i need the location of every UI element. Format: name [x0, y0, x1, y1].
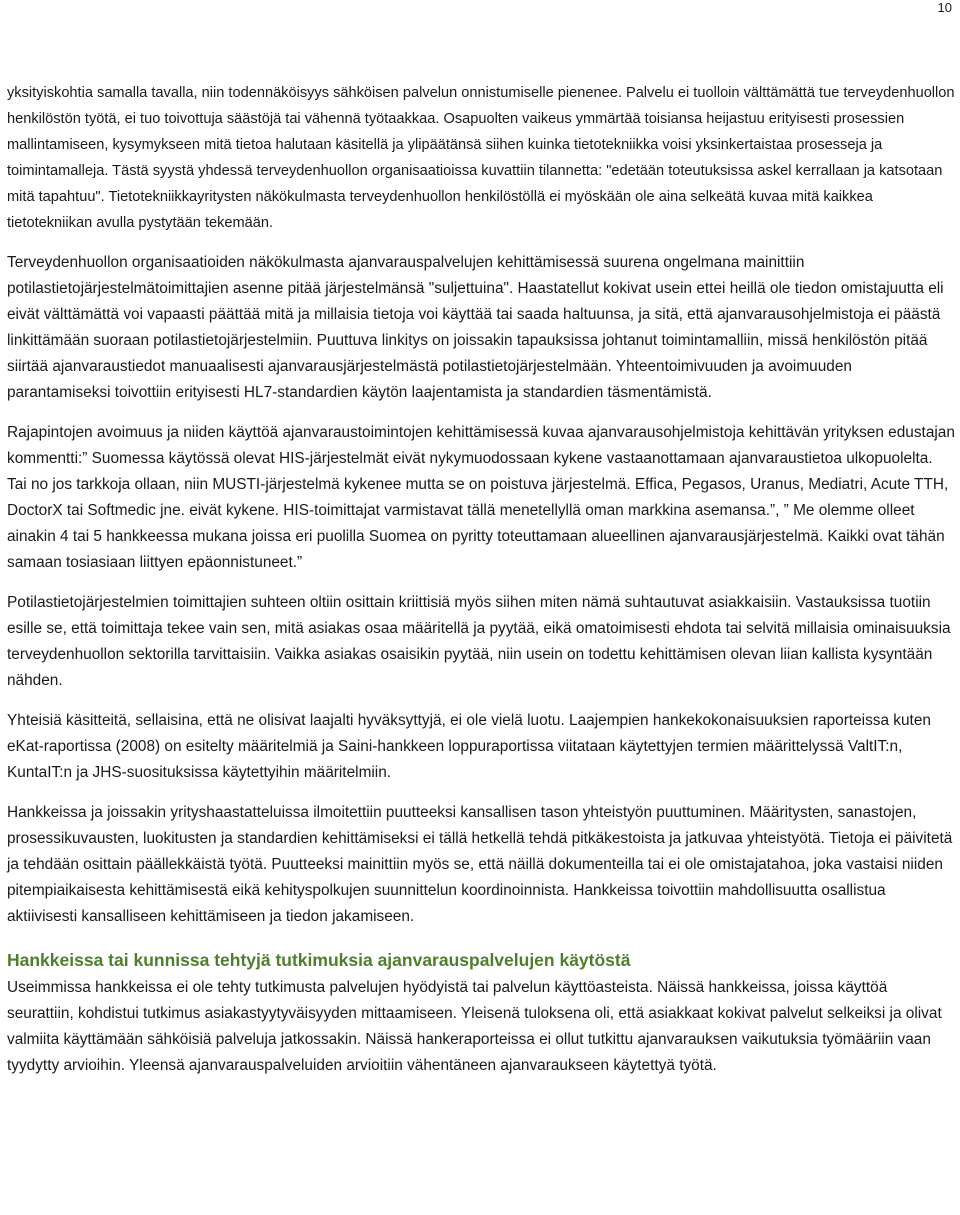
paragraph-vendor-attitude: Potilastietojärjestelmien toimittajien suhteen oltiin osittain kriittisiä myös siihen miten nämä suhtautuvat asiakkaisiin. Vastauksissa tuotiin esille se, että toimittaja tekee vain sen, mitä asiakas osaa määritellä ja pyytää, eikä omatoimisesti ehdota tai selvitä millaisia ominaisuuksia terveydenhuollon sektorilla tarvittaisiin. Vaikka asiakas osaisikin pyytää, niin usein on todettu kehittämisen olevan liian kallista kysyntään nähden. [7, 594, 951, 689]
paragraph-closed-systems: Terveydenhuollon organisaatioiden näkökulmasta ajanvarauspalvelujen kehittämisessä suurena ongelmana mainittiin potilastietojärjestelmätoimittajien asenne pitää järjestelmänsä "suljettuina". Haastatellut kokivat usein ettei heillä ole tiedon omistajuutta eli eivät välttämättä voi vapaasti päättää mitä ja millaisia tietoja voi käyttää tai saada haltuunsa, ja sitä, että ajanvarausohjelmistoja ei päästä linkittämään suoraan potilastietojärjestelmiin. Puuttuva linkitys on joissakin tapauksissa johtanut toimintamalliin, missä henkilöstön pitää siirtää ajanvaraustiedot manuaalisesti ajanvarausjärjestelmästä potilastietojärjestelmään. Yhteentoimivuuden ja avoimuuden parantamiseksi toivottiin erityisesti HL7-standardien käytön laajentamista ja standardien täsmentämistä. [7, 254, 944, 401]
paragraph-interface-openness: Rajapintojen avoimuus ja niiden käyttöä ajanvaraustoimintojen kehittämisessä kuvaa ajanvarausohjelmistoja kehittävän yrityksen edustajan kommentti:” Suomessa käytössä olevat HIS-järjestelmät eivät nykymuodossaan kykene vastaanottamaan ajanvaraustietoa ulkopuolelta. Tai no jos tarkkoja ollaan, niin MUSTI-järjestelmä kykenee mutta se on poistuva järjestelmä. Effica, Pegasos, Uranus, Mediatri, Acute TTH, DoctorX tai Softmedic jne. eivät kykene. HIS-toimittajat varmistavat tällä menetellyllä oman markkina asemansa.”, ” Me olemme olleet ainakin 4 tai 5 hankkeessa mukana joissa eri puolilla Suomea on pyritty toteuttamaan alueellinen ajanvarausjärjestelmä. Kaikki ovat tähän samaan tosiasiaan liittyen epäonnistuneet.” [7, 424, 955, 571]
page-number: 10 [937, 0, 952, 15]
paragraph-usage-studies: Useimmissa hankkeissa ei ole tehty tutkimusta palvelujen hyödyistä tai palvelun käyttöasteista. Näissä hankkeissa, joissa käyttöä seurattiin, kohdistui tutkimus asiakastyytyväisyyden mittaamiseen. Yleisenä tuloksena oli, että asiakkaat kokivat palvelut selkeiksi ja olivat valmiita käyttämään sähköisiä palveluja jatkossakin. Näissä hankeraporteissa ei ollut tutkittu ajanvarauksen vaikutuksia työmääriin vaan tyydytty arvioihin. Yleensä ajanvarauspalveluiden arvioitiin vähentäneen ajanvaraukseen käytettyä työtä. [7, 979, 942, 1074]
section-heading: Hankkeissa tai kunnissa tehtyjä tutkimuksia ajanvarauspalvelujen käytöstä [7, 950, 631, 970]
document-body [7, 80, 955, 1093]
paragraph-national-cooperation: Hankkeissa ja joissakin yrityshaastatteluissa ilmoitettiin puutteeksi kansallisen tason yhteistyön puuttuminen. Määritysten, sanastojen, prosessikuvausten, luokitusten ja standardien kehittämiseksi ei tällä hetkellä tehdä pitkäkestoista ja jatkuvaa yhteistyötä. Tietoja ei päivitetä ja tehdään osittain päällekkäistä työtä. Puutteeksi mainittiin myös se, että näillä dokumenteilla tai ei ole omistajatahoa, joka vastaisi niiden pitempiaikaisesta kehittämisestä eikä kehityspolkujen suunnittelun koordinoinnista. Hankkeissa toivottiin mahdollisuutta osallistua aktiivisesti kansalliseen kehittämiseen ja tiedon jakamiseen. [7, 804, 953, 925]
paragraph-process-understanding: yksityiskohtia samalla tavalla, niin todennäköisyys sähköisen palvelun onnistumiselle pienenee. Palvelu ei tuolloin välttämättä tue terveydenhuollon henkilöstön työtä, ei tuo toivottuja säästöjä tai vähennä työtaakkaa. Osapuolten vaikeus ymmärtää toisiansa heijastuu erityisesti prosessien mallintamiseen, kysymykseen mitä tietoa halutaan käsitellä ja ylipäätänsä siihen kuinka tietotekniikka voisi yksinkertaistaa prosesseja ja toimintamalleja. Tästä syystä yhdessä terveydenhuollon organisaatioissa kuvattiin tilannetta: "edetään toteutuksissa askel kerrallaan ja katsotaan mitä tapahtuu". Tietotekniikkayritysten näkökulmasta terveydenhuollon henkilöstöllä ei myöskään ole aina selkeätä kuvaa mitä kaikkea tietotekniikan avulla pystytään tekemään. [7, 85, 955, 231]
paragraph-common-concepts: Yhteisiä käsitteitä, sellaisina, että ne olisivat laajalti hyväksyttyjä, ei ole vielä luotu. Laajempien hankekokonaisuuksien raporteissa kuten eKat-raportissa (2008) on esitelty määritelmiä ja Saini-hankkeen loppuraportissa viitataan käytettyjen termien määrittelyssä ValtIT:n, KuntaIT:n ja JHS-suosituksissa käytettyihin määritelmiin. [7, 712, 931, 781]
